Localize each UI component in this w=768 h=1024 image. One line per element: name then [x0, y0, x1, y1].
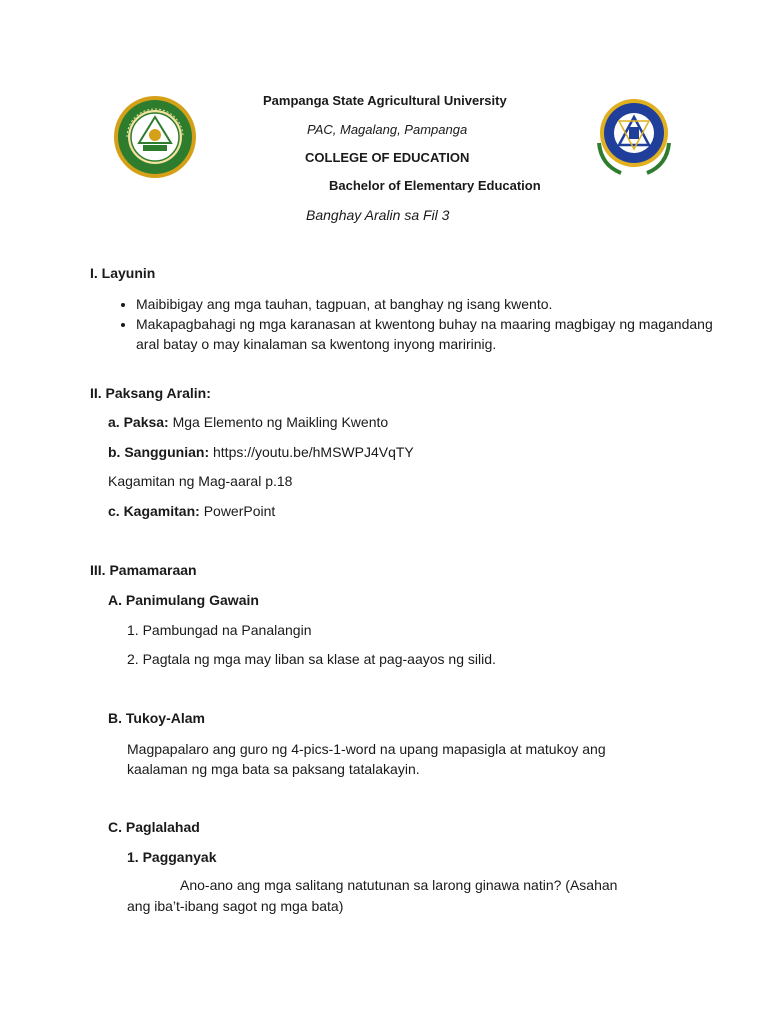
layunin-list: [112, 294, 726, 354]
paksa-line: [108, 414, 388, 430]
college-name: COLLEGE OF EDUCATION: [305, 150, 470, 165]
list-item: 1. Pambungad na Panalangin: [127, 622, 312, 638]
section-heading-paksang-aralin: II. Paksang Aralin:: [90, 385, 211, 401]
subheading-panimulang-gawain: A. Panimulang Gawain: [108, 592, 259, 608]
university-name: Pampanga State Agricultural University: [263, 93, 507, 108]
sanggunian-label: b. Sanggunian:: [108, 444, 210, 460]
kagamitan-line: [108, 503, 275, 519]
list-item: • Makapagbahagi ng mga karanasan at kwentong buhay na maaring magbigay ng magandang aral batay o may kinalaman sa kwentong inyong maririnig.: [136, 314, 726, 354]
paksa-value: Mga Elemento ng Maikling Kwento: [168, 414, 389, 430]
lesson-plan-title: Banghay Aralin sa Fil 3: [306, 207, 450, 223]
university-seal-logo: [113, 95, 197, 179]
subheading-pagganyak: 1. Pagganyak: [127, 849, 217, 865]
kagamitan-mag-aaral: Kagamitan ng Mag-aaral p.18: [108, 473, 293, 489]
subheading-tukoy-alam: B. Tukoy-Alam: [108, 710, 205, 726]
sanggunian-value: https://youtu.be/hMSWPJ4VqTY: [209, 444, 414, 460]
section-heading-pamamaraan: III. Pamamaraan: [90, 562, 197, 578]
section-heading-layunin: I. Layunin: [90, 265, 156, 281]
pagganyak-text-line2: ang iba’t-ibang sagot ng mga bata): [127, 898, 344, 914]
pagganyak-text-line1: Ano-ano ang mga salitang natutunan sa larong ginawa natin? (Asahan: [180, 877, 618, 893]
college-of-education-logo: [591, 93, 677, 179]
kagamitan-label: c. Kagamitan:: [108, 503, 200, 519]
university-location: PAC, Magalang, Pampanga: [307, 122, 468, 137]
subheading-paglalahad: C. Paglalahad: [108, 819, 200, 835]
college-of-education-seal-icon: [591, 93, 677, 179]
paksa-label: a. Paksa:: [108, 414, 169, 430]
program-name: Bachelor of Elementary Education: [329, 178, 541, 193]
tukoy-alam-text: Magpapalaro ang guro ng 4-pics-1-word na upang mapasigla at matukoy ang kaalaman ng mga bata sa paksang tatalakayin.: [127, 741, 606, 777]
list-item: 2. Pagtala ng mga may liban sa klase at pag-aayos ng silid.: [127, 651, 496, 667]
list-item: • Maibibigay ang mga tauhan, tagpuan, at banghay ng isang kwento.: [136, 294, 726, 314]
kagamitan-value: PowerPoint: [199, 503, 276, 519]
sanggunian-line: [108, 444, 414, 460]
university-seal-icon: [113, 95, 197, 179]
